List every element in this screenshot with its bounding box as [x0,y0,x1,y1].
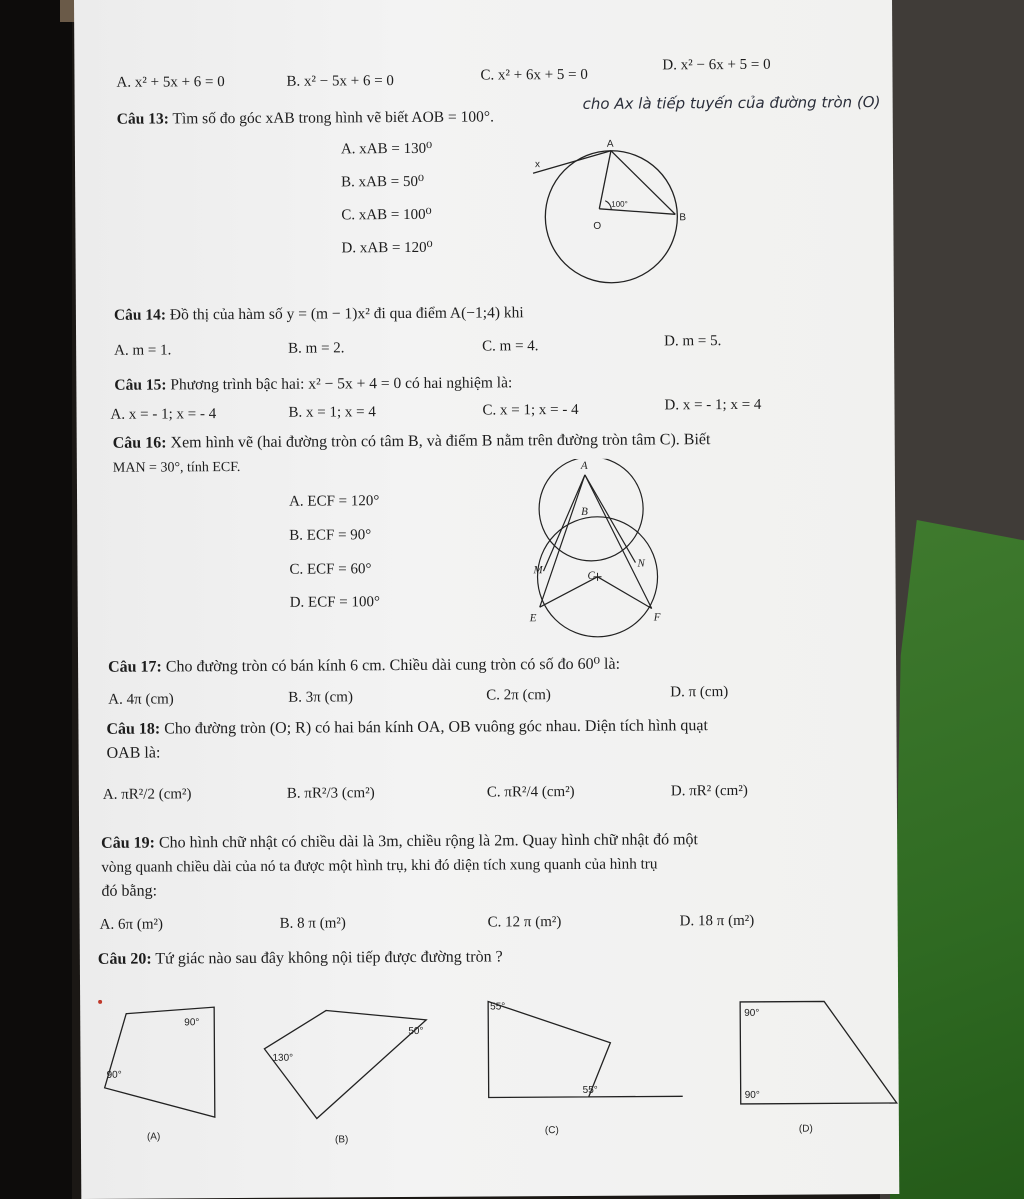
q13-segment-ob [599,208,675,214]
q18-question-line1 [106,718,708,738]
q18-label: Câu 18: [106,720,161,738]
q20-d-angle-2: 90° [744,1089,760,1101]
q13-angle-label: 100° [611,199,628,209]
q13-text: Tìm số đo góc xAB trong hình vẽ biết AOB = 100°. [172,108,494,128]
q20-quad-c [488,1001,611,1098]
q20-figure-b [256,1000,437,1151]
q19-option-b: B. 8 π (m²) [279,915,346,932]
q13-option-b: B. xAB = 50⁰ [341,173,424,191]
q12-option-c: C. x² + 6x + 5 = 0 [480,66,588,84]
q13-option-c: C. xAB = 100⁰ [341,206,432,224]
q16-text-line1: Xem hình vẽ (hai đường tròn có tâm B, và điểm B nằm trên đường tròn tâm C). Biết [170,431,711,452]
q14-option-c: C. m = 4. [482,338,539,355]
q15-option-b: B. x = 1; x = 4 [288,404,376,421]
q20-a-caption: (A) [146,1131,161,1143]
q16-option-b: B. ECF = 90° [289,527,372,544]
q20-b-angle-2: 130° [272,1052,294,1064]
q17-option-b: B. 3π (cm) [288,689,353,706]
q13-handwriting: cho Ax là tiếp tuyến của đường tròn (O) [582,93,881,113]
q20-label: Câu 20: [97,950,152,968]
q14-text: Đồ thị của hàm số y = (m − 1)x² đi qua điểm A(−1;4) khi [169,304,524,324]
q14-question [114,305,524,323]
q15-option-a: A. x = - 1; x = - 4 [110,406,217,423]
q16-label-c: C [587,569,595,582]
q15-text: Phương trình bậc hai: x² − 5x + 4 = 0 có hai nghiệm là: [170,374,513,394]
q16-label-f: F [653,611,661,624]
q12-option-b: B. x² − 5x + 6 = 0 [286,73,394,90]
q20-red-dot [98,1000,102,1004]
q14-option-d: D. m = 5. [664,333,722,350]
q18-option-a: A. πR²/2 (cm²) [102,786,192,803]
q18-option-c: C. πR²/4 (cm²) [486,783,575,801]
q19-option-d: D. 18 π (m²) [679,912,755,930]
q13-label-x: x [534,159,541,171]
q19-question-line1 [101,832,698,852]
q19-question-line2: vòng quanh chiều dài của nó ta được một hình trụ, khi đó diện tích xung quanh của hình trụ [101,855,658,876]
q15-question [114,375,512,393]
q16-label-e: E [529,612,537,625]
q13-label-a: A [606,138,614,150]
q16-option-a: A. ECF = 120° [289,493,380,510]
q20-figure-c [478,992,689,1143]
q13-segment-ao [599,151,611,209]
q16-line-an [585,475,636,563]
q20-quad-b [264,1010,427,1119]
q16-figure [515,458,666,639]
q16-option-c: C. ECF = 60° [289,561,372,578]
q18-option-d: D. πR² (cm²) [670,782,748,800]
q14-option-b: B. m = 2. [288,340,345,357]
q19-label: Câu 19: [101,834,155,852]
q16-question-line1 [113,432,711,452]
q16-label: Câu 16: [112,434,167,452]
q16-label-b: B [581,505,588,518]
q13-tangent-ax [533,151,611,173]
q20-c-angle-2: 55° [582,1084,598,1096]
q17-option-c: C. 2π (cm) [486,687,551,704]
q20-c-angle-1: 55° [490,1001,506,1013]
q13-circle [545,150,678,283]
background-left [0,0,72,1199]
q20-figure-d [728,993,909,1144]
q13-option-a: A. xAB = 130⁰ [340,140,433,158]
q20-b-caption: (B) [334,1134,349,1146]
q20-text: Tứ giác nào sau đây không nội tiếp được đường tròn ? [155,948,503,968]
green-folder [890,520,1024,1199]
q18-question-line2: OAB là: [106,744,161,762]
q16-question-line2: MAN = 30°, tính ECF. [112,459,241,476]
q16-option-d: D. ECF = 100° [289,594,381,611]
q12-option-a: A. x² + 5x + 6 = 0 [116,74,225,91]
q20-c-caption: (C) [544,1125,559,1137]
q17-text: Cho đường tròn có bán kính 6 cm. Chiều dài cung tròn có số đo 60⁰ là: [165,655,621,676]
q16-label-n: N [637,557,645,570]
q17-question [108,657,620,676]
q15-label: Câu 15: [114,376,167,394]
exam-paper [74,0,899,1199]
q13-label-b: B [679,212,687,224]
q19-text-line1: Cho hình chữ nhật có chiều dài là 3m, chiều rộng là 2m. Quay hình chữ nhật đó một [158,831,698,852]
q18-option-b: B. πR²/3 (cm²) [286,785,375,802]
q16-label-m: M [533,564,543,577]
q20-question [98,949,503,967]
q13-figure [515,136,706,287]
q14-option-a: A. m = 1. [114,342,172,359]
q19-option-a: A. 6π (m²) [99,916,164,933]
q15-option-c: C. x = 1; x = - 4 [482,401,579,419]
q19-option-c: C. 12 π (m²) [487,914,562,931]
q17-label: Câu 17: [108,658,162,676]
q13-question [117,109,494,127]
q17-option-d: D. π (cm) [670,684,729,701]
q20-a-angle-1: 90° [184,1017,200,1029]
q19-question-line3: đó bằng: [101,882,158,900]
q16-line-am [543,475,586,571]
q20-quad-d [740,1001,897,1104]
q14-label: Câu 14: [113,306,167,324]
q20-a-angle-2: 90° [106,1069,122,1081]
q20-b-angle-1: 50° [408,1025,424,1037]
q20-d-angle-1: 90° [744,1007,760,1019]
q13-option-d: D. xAB = 120⁰ [341,239,433,257]
q16-label-a: A [580,459,588,472]
q17-option-a: A. 4π (cm) [108,691,174,708]
q20-c-extension [589,1096,683,1097]
q12-option-d: D. x² − 6x + 5 = 0 [662,56,771,74]
q15-option-d: D. x = - 1; x = 4 [664,396,762,414]
q18-text-line1: Cho đường tròn (O; R) có hai bán kính OA, OB vuông góc nhau. Diện tích hình quạt [164,717,709,738]
q20-d-caption: (D) [798,1123,813,1135]
q20-figure-a [96,999,227,1150]
q13-label-o: O [593,220,602,232]
q13-label: Câu 13: [116,110,169,128]
